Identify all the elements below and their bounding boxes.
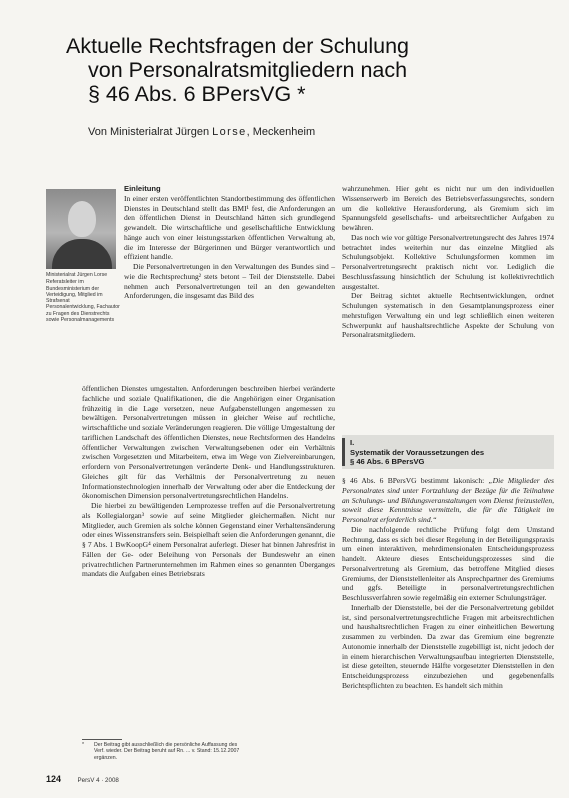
title-line-2: von Personalratsmitgliedern nach bbox=[88, 58, 408, 82]
paragraph: wahrzunehmen. Hier geht es nicht nur um den individuellen Wissenserwerb im Bereich des Betriebsverfassungsrechts, sondern um die kollektive Herausforderung, als Gremium sich im Spannungsfeld gesellschafts- und arbeitsrechtlicher Aufgaben zu bewähren. bbox=[342, 184, 554, 232]
title-line-3: § 46 Abs. 6 BPersVG * bbox=[88, 82, 306, 106]
footnote-line-2: Verf. wieder. Der Beitrag beruht auf Rn. ... v. Stand: 15.12.2007 bbox=[94, 748, 240, 755]
paragraph: Die Personalvertretungen in den Verwaltungen des Bundes sind – wie die Rechtsprechung² stets betont – Teil der Dienststelle. Dabei nehmen auch Personalvertretungen teil an den gewandelten Anforderungen, die insgesamt das Bild des bbox=[124, 262, 335, 301]
footnote-line-3: ergänzen. bbox=[94, 754, 118, 761]
paragraph: Das noch wie vor gültige Personalvertretungsrecht des Jahres 1974 betrachtet indes weiterhin nur das einzelne Mitglied als Schulungsobjekt. Kollektive Schulungsformen kommen im Personalvertretungsrecht praktisch nicht vor. Lediglich die Beschlussfassung hinsichtlich der Schulung ist kollektivrechtlich ausgestaltet. bbox=[342, 232, 554, 291]
page-number: 124 bbox=[46, 774, 62, 784]
caption-bio: Referatsleiter im Bundesministerium der Verteidigung, Mitglied im Strafsenat Personalentwicklung, Fachautor zu Fragen des Dienstrechts sowie Personalmanagements bbox=[46, 279, 120, 324]
column-right-bottom bbox=[342, 476, 554, 691]
author-photo bbox=[46, 189, 116, 269]
paragraph: In einer ersten veröffentlichten Standortbestimmung des öffentlichen Dienstes in Deutschland stellt das BMI¹ fest, die Anforderungen an den öffentlichen Dienst in Deutschland hätten sich grundlegend gewandelt. Die wirtschaftliche und gesellschaftliche Entwicklung hänge auch von einer leistungsstarken öffentlichen Verwaltung ab, die im Interesse der Bürgerinnen und Bürger verantwortlich und effizient handle. bbox=[124, 193, 335, 262]
paragraph: Die hierbei zu bewältigenden Lernprozesse treffen auf die Personalvertretung als Kollegialorgan³ sowie auf seine Mitglieder gleichermaßen. Nicht nur Mitglieder, auch Gremien als solche können Gegenstand einer Verhaltensänderung oder eines Wissenstransfers sein. Beispielhaft seien die Anforderungen genannt, die § 7 Abs. 1 BwKoopG⁴ einem Personalrat auferlegt. Dieser hat binnen Jahresfrist in Fällen der Ge- oder Beleihung von Personals der Bundeswehr an einen privatrechtlichen Partnerunternehmen im Rahmen eines so genannten Überganges mandats die Aufgaben eines Betriebsrats bbox=[82, 501, 335, 579]
paragraph: öffentlichen Dienstes umgestalten. Anforderungen beschreiben hierbei veränderte fachliche und soziale Qualifikationen, die die Angehörigen einer Organisation frühzeitig in die Lage versetzen, neue Aufgabenstellungen angemessen zu bewältigen. Personalvertretungen müssen in gleicher Weise auf rechtliche, wirtschaftliche und soziale Veränderungen reagieren. Die völlige Umgestaltung der tariflichen Landschaft des öffentlichen Dienstes, neue Rechtsformen des Handelns öffentlicher Verwaltungen zwischen Verwaltungsebenen oder ein Verhältnis zwischen Vorgesetzten und Mitarbeitern, etwa im Wege von Zielvereinbarungen, erfordern von Personalvertretungen veränderte Denk- und Handlungsstrukturen. Gleiches gilt für das Verhältnis der Personalvertretung zu neuen Informationstechnologien innerhalb der Verwaltung oder aber die Entdeckung der ökonomischen Dimension personalvertretungsrechtlichen Handelns. bbox=[82, 384, 335, 501]
article-title bbox=[0, 34, 569, 106]
author-line bbox=[88, 126, 548, 138]
section-title-line-2: § 46 Abs. 6 BPersVG bbox=[350, 457, 425, 467]
section-heading-box bbox=[342, 435, 554, 469]
journal-reference: PersV 4 · 2008 bbox=[77, 777, 119, 784]
column-right-top bbox=[342, 184, 554, 340]
caption-name: Ministerialrat Jürgen Lorse bbox=[46, 272, 108, 278]
section-number: I. bbox=[350, 438, 355, 447]
section-heading-introduction: Einleitung bbox=[124, 184, 161, 193]
paragraph: Innerhalb der Dienststelle, bei der die Personalvertretung gebildet ist, sind personalvertretungsrechtliche Fragen mit arbeitsrechtlichen und haushaltsrechtlichen Fragen zu einer einheitlichen Bewertung zusammen zu verbinden. Da zwar das Gremium eine begrenzte Autonomie innerhalb der Dienststelle zugebilligt ist, nicht jedoch der in einem hierarchischen Verwaltungsaufbau integrierten Dienststelle, ist diese geteilten, steuernde Hälfte vorgesetzter Dienststellen in den Entscheidungsprozess einzubeziehen und gegebenenfalls Berichtspflichten zu beachten. Es handelt sich mithin bbox=[342, 602, 554, 690]
author-caption bbox=[46, 272, 120, 324]
footnote bbox=[82, 742, 335, 761]
paragraph bbox=[342, 476, 554, 525]
column-left-bottom bbox=[82, 384, 335, 579]
footnote-marker: * bbox=[82, 742, 85, 748]
author-surname: Lorse bbox=[212, 126, 247, 138]
author-suffix: , Meckenheim bbox=[246, 126, 316, 138]
footnote-line-1: Der Beitrag gibt ausschließlich die persönliche Auffassung des bbox=[94, 742, 238, 748]
footnote-rule bbox=[82, 739, 122, 740]
statute-quote: „Die Mitglieder des Personalrates sind unter Fortzahlung der Bezüge für die Teilnahme an Schulungs- und Bildungsveranstaltungen vom Dienst freizustellen, soweit diese Kenntnisse vermitteln, die für die Tätigkeit im Personalrat erforderlich sind.“ bbox=[342, 476, 554, 524]
author-prefix: Von Ministerialrat Jürgen bbox=[88, 126, 213, 138]
paragraph: Die nachfolgende rechtliche Prüfung folgt dem Umstand Rechnung, dass es sich bei dieser Regelung in der Beteiligungspraxis um einen interaktiven, mehrdimensionalen Entscheidungsprozess handelt. Akteure dieses Entscheidungsprozesses sind die Personalvertretung als Gremium, das betroffene Mitglied dieses Gremiums, der Dienststellenleiter als Ansprechpartner des Gremiums und ggfs. Beteiligte in personalvertretungsrechtlichen Beschlussverfahren sowie regelmäßig ein externer Schulungsträger. bbox=[342, 524, 554, 602]
section-accent-bar bbox=[342, 438, 345, 466]
quote-intro: § 46 Abs. 6 BPersVG bestimmt lakonisch: bbox=[342, 476, 489, 485]
paragraph: Der Beitrag sichtet aktuelle Rechtsentwicklungen, ordnet Schulungen systematisch in den Gesamtplanungsprozess einer mehrstufigen Verwaltung ein und legt schließlich einen weiteren Schwerpunkt auf haushaltsrechtliche Aspekte der Schulung von Personalratsmitgliedern. bbox=[342, 291, 554, 340]
column-left-top bbox=[124, 184, 335, 301]
section-title-line-1: Systematik der Voraussetzungen des bbox=[350, 447, 485, 457]
title-line-1: Aktuelle Rechtsfragen der Schulung bbox=[66, 34, 410, 58]
page-footer bbox=[46, 774, 119, 784]
